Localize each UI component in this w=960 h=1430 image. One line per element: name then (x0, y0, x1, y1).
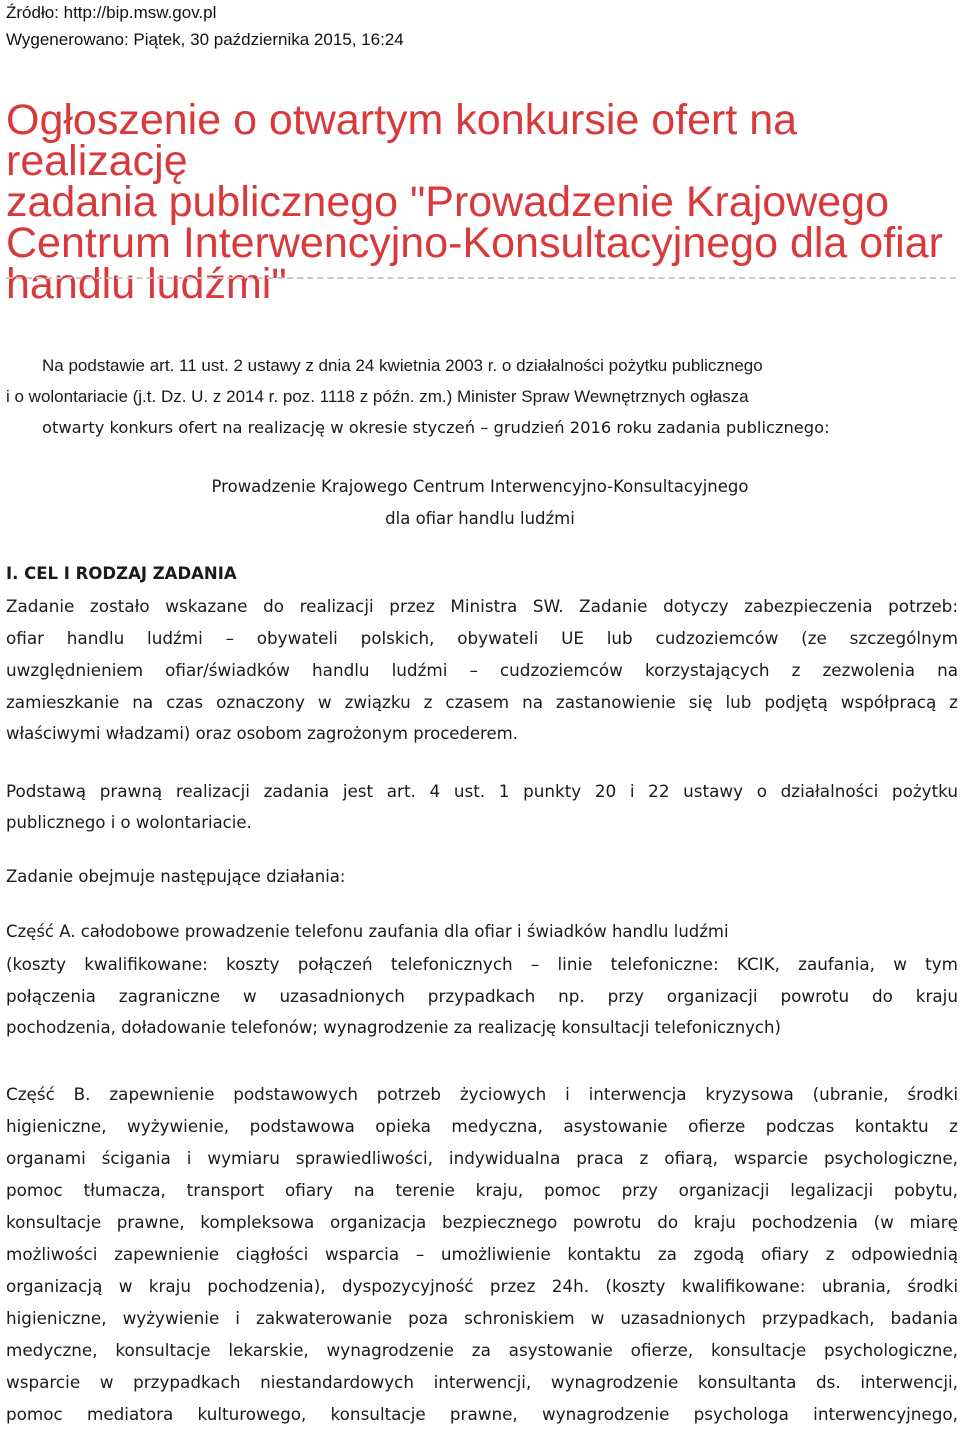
intro-line: i o wolontariacie (j.t. Dz. U. z 2014 r. poz. 1118 z późn. zm.) Minister Spraw Wewnętrznych ogłasza (6, 387, 749, 406)
part-a-line: (koszty kwalifikowane: koszty połączeń telefonicznych – linie telefoniczne: KCIK, zaufania, w tym (6, 954, 958, 974)
page-title-line: zadania publicznego "Prowadzenie Krajowego (6, 178, 890, 226)
part-b-line: pomoc tłumacza, transport ofiary na terenie kraju, pomoc przy organizacji legalizacji pobytu, (6, 1180, 958, 1200)
part-b-line: medyczne, konsultacje lekarskie, wynagrodzenie za asystowanie ofierze, konsultacje psychologiczne, (6, 1340, 958, 1360)
task-name-line: dla ofiar handlu ludźmi (385, 509, 575, 528)
part-b-line: konsultacje prawne, kompleksowa organizacja bezpiecznego powrotu do kraju pochodzenia (w miarę (6, 1212, 958, 1232)
page-title-line: Centrum Interwencyjno-Konsultacyjnego dla ofiar (6, 219, 943, 267)
part-b-line: możliwości zapewnienie ciągłości wsparcia – umożliwienie kontaktu za zgodą ofiary z odpowiednią (6, 1244, 958, 1264)
part-a-line: połączenia zagraniczne w uzasadnionych przypadkach np. przy organizacji powrotu do kraju (6, 986, 958, 1006)
paragraph-line: właściwymi władzami) oraz osobom zagrożonym procederem. (6, 724, 518, 743)
paragraph-line: uwzględnieniem ofiar/świadków handlu ludźmi – cudzoziemców korzystających z zezwolenia na (6, 660, 958, 680)
part-b-line: Część B. zapewnienie podstawowych potrzeb życiowych i interwencja kryzysowa (ubranie, środki (6, 1084, 958, 1104)
intro-line: otwarty konkurs ofert na realizację w okresie styczeń – grudzień 2016 roku zadania publicznego: (42, 418, 830, 437)
intro-line: Na podstawie art. 11 ust. 2 ustawy z dnia 24 kwietnia 2003 r. o działalności pożytku publicznego (42, 356, 763, 375)
paragraph-line: Zadanie obejmuje następujące działania: (6, 867, 346, 886)
page-title-line: Ogłoszenie o otwartym konkursie ofert na realizację (6, 96, 798, 185)
paragraph-line: ofiar handlu ludźmi – obywateli polskich, obywateli UE lub cudzoziemców (ze szczególnym (6, 628, 958, 648)
part-b-line: higieniczne, wyżywienie, podstawowa opieka medyczna, asystowanie ofierze podczas kontaktu z (6, 1116, 958, 1136)
source-url: Źródło: http://bip.msw.gov.pl (6, 3, 217, 22)
paragraph-line: Podstawą prawną realizacji zadania jest art. 4 ust. 1 punkty 20 i 22 ustawy o działalności pożytku (6, 781, 958, 801)
section-heading: I. CEL I RODZAJ ZADANIA (6, 564, 237, 583)
part-a-line: Część A. całodobowe prowadzenie telefonu zaufania dla ofiar i świadków handlu ludźmi (6, 922, 729, 941)
part-b-line: pomoc mediatora kulturowego, konsultacje prawne, wynagrodzenie psychologa interwencyjnego, (6, 1404, 958, 1424)
part-b-line: organami ścigania i wymiaru sprawiedliwości, indywidualna praca z ofiarą, wsparcie psychologiczne, (6, 1148, 958, 1168)
paragraph-line: publicznego i o wolontariacie. (6, 813, 252, 832)
task-name-line: Prowadzenie Krajowego Centrum Interwencyjno-Konsultacyjnego (211, 477, 749, 496)
part-b-line: wsparcie w przypadkach niestandardowych interwencji, wynagrodzenie konsultanta ds. interwencji, (6, 1372, 958, 1392)
part-b-line: higieniczne, wyżywienie i zakwaterowanie poza schroniskiem w uzasadnionych przypadkach, badania (6, 1308, 958, 1328)
part-b-line: organizacją w kraju pochodzenia), dyspozycyjność przez 24h. (koszty kwalifikowane: ubrania, środki (6, 1276, 958, 1296)
generated-date: Wygenerowano: Piątek, 30 października 2015, 16:24 (6, 30, 404, 49)
paragraph-line: Zadanie zostało wskazane do realizacji przez Ministra SW. Zadanie dotyczy zabezpieczenia potrzeb: (6, 596, 958, 616)
paragraph-line: zamieszkanie na czas oznaczony w związku z czasem na zastanowienie się lub podjętą współpracą z (6, 692, 958, 712)
title-divider (6, 277, 956, 279)
page-title-line: handlu ludźmi" (6, 260, 287, 308)
page-title (6, 96, 956, 308)
part-a-line: pochodzenia, doładowanie telefonów; wynagrodzenie za realizację konsultacji telefonicznych) (6, 1018, 781, 1037)
